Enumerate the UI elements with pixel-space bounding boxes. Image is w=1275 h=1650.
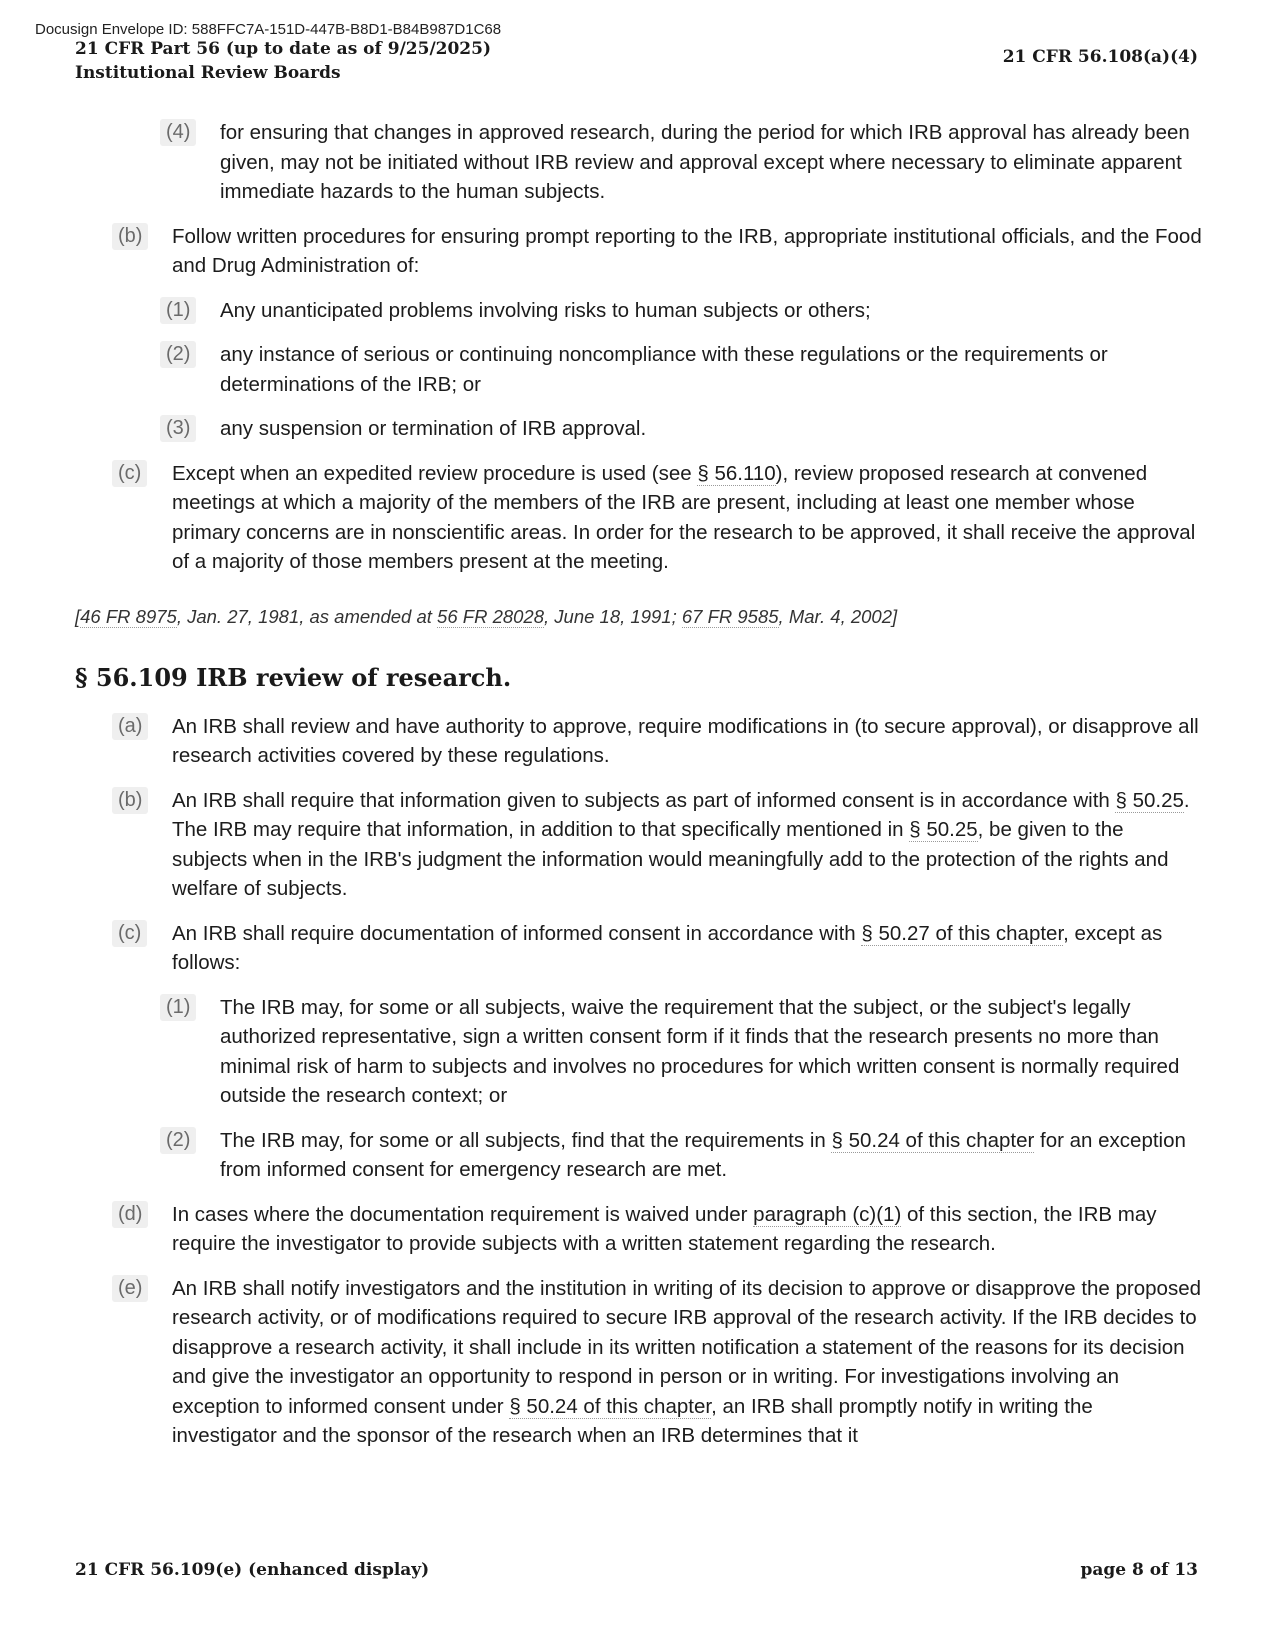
- header-section-ref: 21 CFR 56.108(a)(4): [1002, 47, 1198, 67]
- link-46-fr-8975[interactable]: 46 FR 8975: [80, 605, 177, 627]
- paragraph-text-post: , an IRB shall promptly notify in writing the investigator and the sponsor of the research when an IRB determines that it: [172, 1394, 1093, 1447]
- header-title-line2: Institutional Review Boards: [75, 63, 341, 83]
- paragraph-text-post: of this section, the IRB may require the investigator to provide subjects with a written statement regarding the research.: [172, 1202, 1157, 1255]
- paragraph-text: for ensuring that changes in approved research, during the period for which IRB approval has already been given, may not be initiated without IRB review and approval except where necessary to eliminate apparent immediate hazards to the human subjects.: [220, 121, 1190, 203]
- link-67-fr-9585[interactable]: 67 FR 9585: [681, 605, 779, 627]
- paragraph-label: (d): [112, 1201, 148, 1228]
- paragraph-text-pre: An IRB shall notify investigators and the institution in writing of its decision to approve or disapprove the proposed research activity, or of modifications required to secure IRB approval of the research activity. If the IRB decides to disapprove a research activity, it shall include in its written notification a statement of the reasons for its decision and give the investigator an opportunity to respond in person or in writing. For investigations involving an exception to informed consent under: [172, 1276, 1201, 1418]
- paragraph-109-b: [118, 786, 1203, 904]
- citation-text: , June 18, 1991;: [544, 605, 682, 627]
- paragraph-109-c-1: [166, 993, 1203, 1111]
- amendment-citation: [75, 604, 1203, 630]
- link-56-110[interactable]: § 56.110: [697, 461, 776, 485]
- citation-text: , Mar. 4, 2002]: [778, 605, 898, 627]
- paragraph-label: (1): [160, 297, 196, 324]
- paragraph-text-pre: In cases where the documentation requirement is waived under: [172, 1202, 754, 1226]
- paragraph-text: An IRB shall review and have authority to approve, require modifications in (to secure approval), or disapprove all research activities covered by these regulations.: [172, 714, 1199, 767]
- paragraph-108-c: [118, 459, 1203, 577]
- citation-open-bracket: [: [75, 605, 81, 627]
- paragraph-109-d: [118, 1200, 1203, 1259]
- paragraph-label: (c): [112, 460, 147, 487]
- link-50-24-second[interactable]: § 50.24 of this chapter: [509, 1394, 712, 1418]
- paragraph-text: Follow written procedures for ensuring prompt reporting to the IRB, appropriate institutional officials, and the Food and Drug Administration of:: [172, 224, 1202, 277]
- paragraph-108-b-1: [166, 296, 1203, 326]
- paragraph-108-b-2: [166, 340, 1203, 399]
- citation-text: , Jan. 27, 1981, as amended at: [176, 605, 438, 627]
- paragraph-108-a-4: [166, 118, 1203, 207]
- link-50-25[interactable]: § 50.25: [1115, 788, 1184, 812]
- section-title-56-109: § 56.109 IRB review of research.: [75, 662, 512, 692]
- paragraph-text-post: , be given to the subjects when in the IRB's judgment the information would meaningfully add to the protection of the rights and welfare of subjects.: [172, 818, 1169, 900]
- link-50-27[interactable]: § 50.27 of this chapter: [861, 921, 1064, 945]
- paragraph-label: (c): [112, 920, 147, 947]
- paragraph-text-post: , except as follows:: [172, 921, 1163, 974]
- paragraph-text: The IRB may, for some or all subjects, waive the requirement that the subject, or the subject's legally authorized representative, sign a written consent form if it finds that the research presents no more than minimal risk of harm to subjects and involves no procedures for which written consent is normally required outside the research context; or: [220, 995, 1180, 1107]
- paragraph-label: (3): [160, 415, 196, 442]
- paragraph-label: (b): [112, 787, 148, 814]
- paragraph-text-post: ), review proposed research at convened meetings at which a majority of the members of the IRB are present, including at least one member whose primary concerns are in nonscientific areas. In order for the research to be approved, it shall receive the approval of a majority of those members present at the meeting.: [172, 461, 1196, 573]
- paragraph-text: any instance of serious or continuing noncompliance with these regulations or the requirements or determinations of the IRB; or: [220, 343, 1108, 396]
- paragraph-text-mid: . The IRB may require that information, in addition to that specifically mentioned in: [172, 788, 1190, 841]
- paragraph-text: Any unanticipated problems involving risks to human subjects or others;: [220, 298, 871, 322]
- document-body: [0, 118, 1275, 1466]
- docusign-envelope-id: Docusign Envelope ID: 588FFC7A-151D-447B-B8D1-B84B987D1C68: [35, 21, 502, 38]
- paragraph-text-post: for an exception from informed consent for emergency research are met.: [220, 1128, 1186, 1181]
- paragraph-text-pre: The IRB may, for some or all subjects, find that the requirements in: [220, 1128, 832, 1152]
- paragraph-label: (a): [112, 713, 148, 740]
- paragraph-109-e: [118, 1274, 1203, 1451]
- paragraph-text-pre: An IRB shall require that information given to subjects as part of informed consent is in accordance with: [172, 788, 1116, 812]
- paragraph-109-c-2: [166, 1126, 1203, 1185]
- paragraph-108-b-3: [166, 414, 1203, 444]
- page-number: page 8 of 13: [1080, 1560, 1198, 1580]
- paragraph-text: any suspension or termination of IRB approval.: [220, 417, 647, 440]
- link-paragraph-c1[interactable]: paragraph (c)(1): [753, 1202, 902, 1226]
- paragraph-108-b: [118, 222, 1203, 281]
- footer-section-ref: 21 CFR 56.109(e) (enhanced display): [75, 1560, 430, 1580]
- paragraph-109-a: [118, 712, 1203, 771]
- paragraph-text-pre: Except when an expedited review procedure is used (see: [172, 461, 698, 485]
- paragraph-label: (4): [160, 119, 196, 146]
- link-56-fr-28028[interactable]: 56 FR 28028: [437, 605, 545, 627]
- paragraph-label: (2): [160, 1127, 196, 1154]
- link-50-24[interactable]: § 50.24 of this chapter: [831, 1128, 1035, 1152]
- page-header-title: [75, 37, 491, 85]
- paragraph-label: (e): [112, 1275, 148, 1302]
- paragraph-label: (1): [160, 994, 196, 1021]
- paragraph-text-pre: An IRB shall require documentation of informed consent in accordance with: [172, 921, 862, 945]
- link-50-25-second[interactable]: § 50.25: [909, 818, 978, 841]
- header-title-line1: 21 CFR Part 56 (up to date as of 9/25/2025): [75, 39, 492, 59]
- paragraph-109-c: [118, 919, 1203, 978]
- paragraph-label: (2): [160, 341, 196, 368]
- paragraph-label: (b): [112, 223, 148, 250]
